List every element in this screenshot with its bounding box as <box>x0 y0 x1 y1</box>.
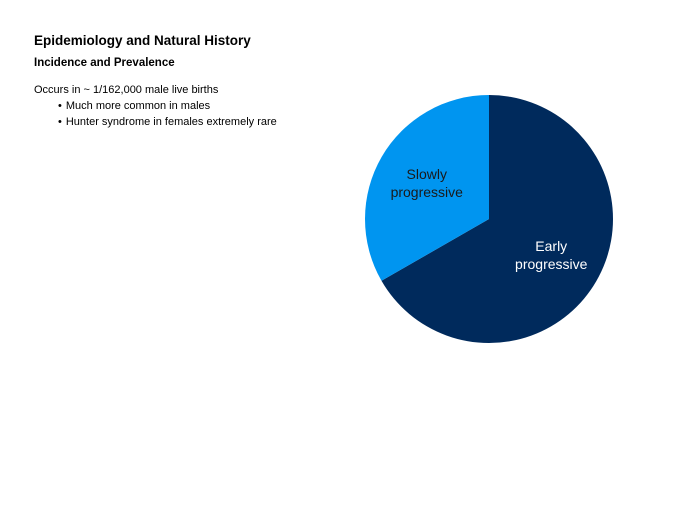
slide-subtitle: Incidence and Prevalence <box>34 57 175 69</box>
pie-label-slowly-progressive: Slowly progressive <box>390 165 463 200</box>
pie-label-early-progressive: Early progressive <box>515 238 588 273</box>
bullet-item: • Much more common in males <box>58 98 277 114</box>
slide-title: Epidemiology and Natural History <box>34 33 251 48</box>
incidence-line: Occurs in ~ 1/162,000 male live births <box>34 84 219 96</box>
bullet-item: • Hunter syndrome in females extremely rare <box>58 114 277 130</box>
